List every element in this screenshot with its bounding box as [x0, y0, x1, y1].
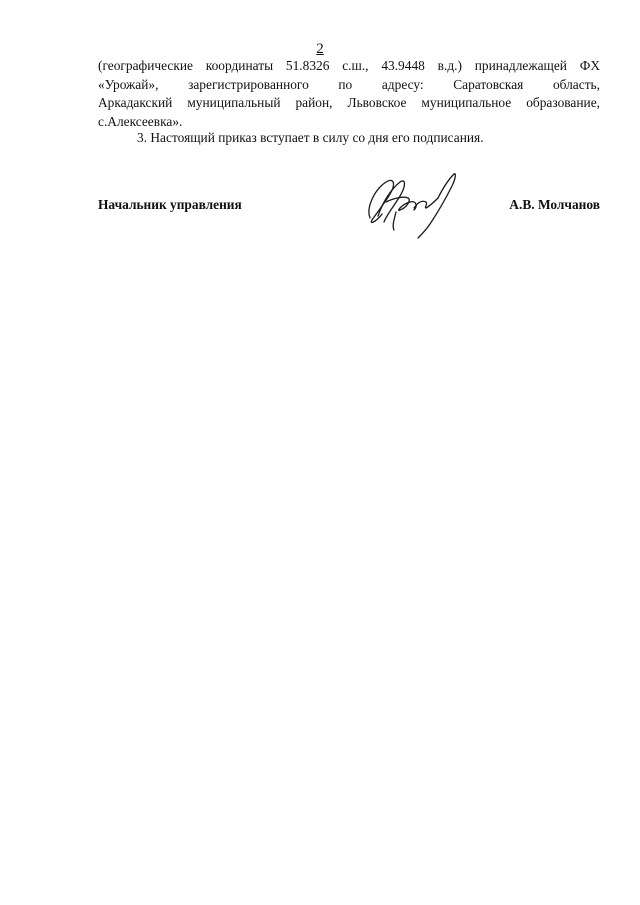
paragraph-line-3: Аркадакский муниципальный район, Львовское муниципальное образование,: [98, 95, 600, 111]
paragraph-line-1: (географические координаты 51.8326 с.ш., 43.9448 в.д.) принадлежащей ФХ: [98, 58, 600, 73]
order-item-3: 3. Настоящий приказ вступает в силу со дня его подписания.: [137, 130, 484, 145]
page-number: 2: [316, 41, 324, 57]
handwritten-signature: [356, 168, 466, 240]
paragraph-continuation: [98, 57, 600, 131]
paragraph-line-4: с.Алексеевка».: [98, 113, 183, 129]
paragraph-line-2: «Урожай», зарегистрированного по адресу: Саратовская область,: [98, 76, 600, 92]
signatory-position: Начальник управления: [98, 197, 242, 212]
signatory-name: А.В. Молчанов: [509, 197, 600, 212]
